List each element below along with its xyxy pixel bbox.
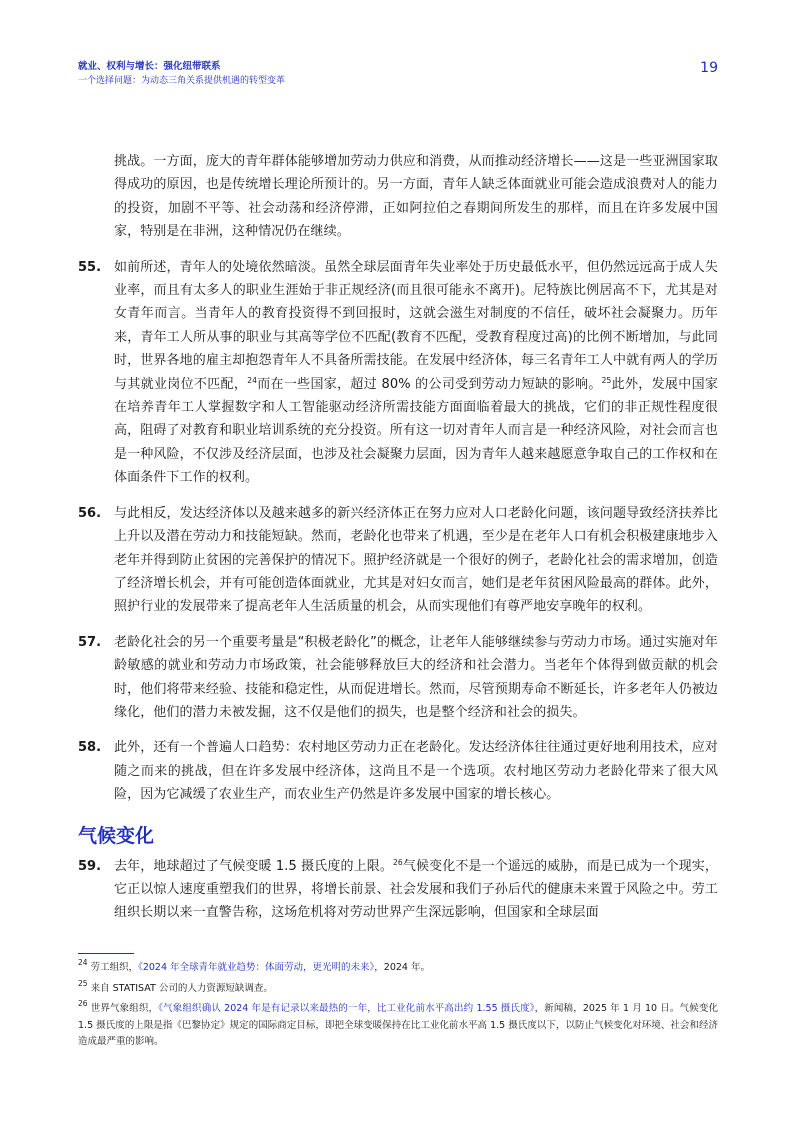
footnote-text: 世界气象组织， (90, 1003, 159, 1014)
header-title: 就业、权利与增长：强化纽带联系 (78, 61, 221, 72)
paragraph-number: 59. (78, 858, 102, 874)
paragraph-text: 此外，还有一个普遍人口趋势：农村地区劳动力正在老龄化。发达经济体往往通过更好地利用技术，应对随之而来的挑战，但在许多发展中经济体，这尚且不是一个选项。农村地区劳动力老龄化带来了很大风险，因为它减缓了农业生产，而农业生产仍然是许多发展中国家的增长核心。 (114, 740, 718, 803)
footnote-ref-25[interactable]: 25 (601, 375, 612, 385)
footnote-divider (78, 953, 134, 954)
page-number: 19 (700, 60, 718, 76)
paragraph-text: 与此相反，发达经济体以及越来越多的新兴经济体正在努力应对人口老龄化问题，该问题导致经济扶养比上升以及潜在劳动力和技能短缺。然而，老龄化也带来了机遇，至少是在老年人口有机会积极建康地步入老年并得到防止贫困的完善保护的情况下。照护经济就是一个很好的例子，老龄化社会的需求增加，创造了经济增长机会，并有可能创造体面就业，尤其是对妇女而言，她们是老年贫困风险最高的群体。此外，照护行业的发展带来了提高老年人生活质量的机会，从而实现他们有尊严地安享晚年的权利。 (114, 505, 718, 615)
footnote-24 (78, 960, 718, 977)
paragraph-number: 57. (78, 634, 102, 650)
footnote-marker: 25 (78, 978, 88, 988)
footnote-26 (78, 1001, 718, 1051)
footnote-25 (78, 978, 718, 998)
paragraph-text-part: 而在一些国家，超过 80% 的公司受到劳动力短缺的影响。 (256, 376, 602, 392)
paragraph-number: 55. (78, 259, 102, 275)
paragraph-text-part: 此外，发展中国家在培养青年工人掌握数字和人工智能驱动经济所需技能方面面临着最大的挑战，它们的非正规性程度很高，阻碍了对教育和职业培训系统的充分投资。所有这一切对青年人而言是一种经济风险，对社会而言也是一种风险，不仅涉及经济层面，也涉及社会凝聚力层面，因为青年人越来越愿意争取自己的工作权和在体面条件下工作的权利。 (114, 376, 718, 486)
footnote-text: ，新闻稿，2025 年 1 月 10 日。气候变化 1.5 摄氏度的上限是指《巴黎协定》规定的国际商定目标，即把全球变暖保持在比工业化前水平高 1.5 摄氏度以下，以防止气候变化对环境、社会和经济造成最严重的影响。 (78, 1003, 718, 1047)
paragraph-text: 老龄化社会的另一个重要考量是“积极老龄化”的概念，让老年人能够继续参与劳动力市场。通过实施对年龄敏感的就业和劳动力市场政策，社会能够释放巨大的经济和社会潜力。当老年个体得到做贡献的机会时，他们将带来经验、技能和稳定性，从而促进增长。然而，尽管预期寿命不断延长，许多老年人仍被边缘化，他们的潜力未被发掘，这不仅是他们的损失，也是整个经济和社会的损失。 (114, 634, 718, 720)
footnote-marker: 26 (78, 999, 88, 1008)
paragraph-text-part: 气候变化不是一个遥远的威胁，而是已成为一个现实，它正以惊人速度重塑我们的世界，将增长前景、社会发展和我们子孙后代的健康未来置于风险之中。劳工组织长期以来一直警告称，这场危机将对劳动世界产生深远影响，但国家和全球层面 (114, 858, 718, 921)
section-heading-climate: 气候变化 (78, 824, 155, 847)
paragraph-text-part: 去年，地球超过了气候变暖 1.5 摄氏度的上限。 (114, 858, 394, 874)
footnote-ref-26[interactable]: 26 (393, 857, 403, 867)
paragraph-55 (78, 256, 718, 490)
footnote-text: 劳工组织， (90, 962, 139, 973)
header-subtitle: 一个选择问题：为动态三角关系提供机遇的转型变革 (78, 76, 286, 86)
footnotes (78, 960, 718, 1055)
footnote-text: ，2024 年。 (374, 962, 430, 973)
paragraph-56 (78, 502, 718, 619)
paragraph-57 (78, 631, 718, 725)
footnote-text: 来自 STATISAT 公司的人力资源短缺调查。 (90, 982, 273, 994)
paragraph-text (114, 855, 718, 925)
footnote-ref-24[interactable]: 24 (247, 375, 257, 385)
paragraph-text-part: 如前所述，青年人的处境依然暗淡。虽然全球层面青年失业率处于历史最低水平，但仍然远远高于成人失业率，而且有太多人的职业生涯始于非正规经济(而且很可能永不离开)。尼特族比例居高不下，尤其是对女青年而言。当青年人的教育投资得不到回报时，这就会滋生对制度的不信任，破坏社会凝聚力。历年来，青年工人所从事的职业与其高等学位不匹配(教育不匹配，受教育程度过高)的比例不断增加，与此同时，世界各地的雇主却抱怨青年人不具备所需技能。在发展中经济体，每三名青年工人中就有两人的学历与其就业岗位不匹配， (114, 259, 718, 392)
footnote-marker: 24 (78, 958, 88, 967)
paragraph-58 (78, 736, 718, 806)
main-content (78, 150, 718, 925)
paragraph-number: 56. (78, 505, 102, 521)
intro-paragraph: 挑战。一方面，庞大的青年群体能够增加劳动力供应和消费，从而推动经济增长——这是一些亚洲国家取得成功的原因，也是传统增长理论所预计的。另一方面，青年人缺乏体面就业可能会造成浪费对人的能力的投资，加剧不平等、社会动荡和经济停滞，正如阿拉伯之春期间所发生的那样，而且在许多发展中国家，特别是在非洲，这种情况仍在继续。 (114, 154, 718, 240)
paragraph-59 (78, 855, 718, 925)
paragraph-number: 58. (78, 740, 102, 756)
footnote-link[interactable]: 《气象组织确认 2024 年是有记录以来最热的一年，比工业化前水平高出约 1.55 摄氏度》 (158, 1003, 535, 1014)
footnote-link[interactable]: 《2024 年全球青年就业趋势：体面劳动，更光明的未来》 (138, 962, 375, 973)
page-header (78, 60, 718, 88)
paragraph-text (114, 256, 718, 490)
